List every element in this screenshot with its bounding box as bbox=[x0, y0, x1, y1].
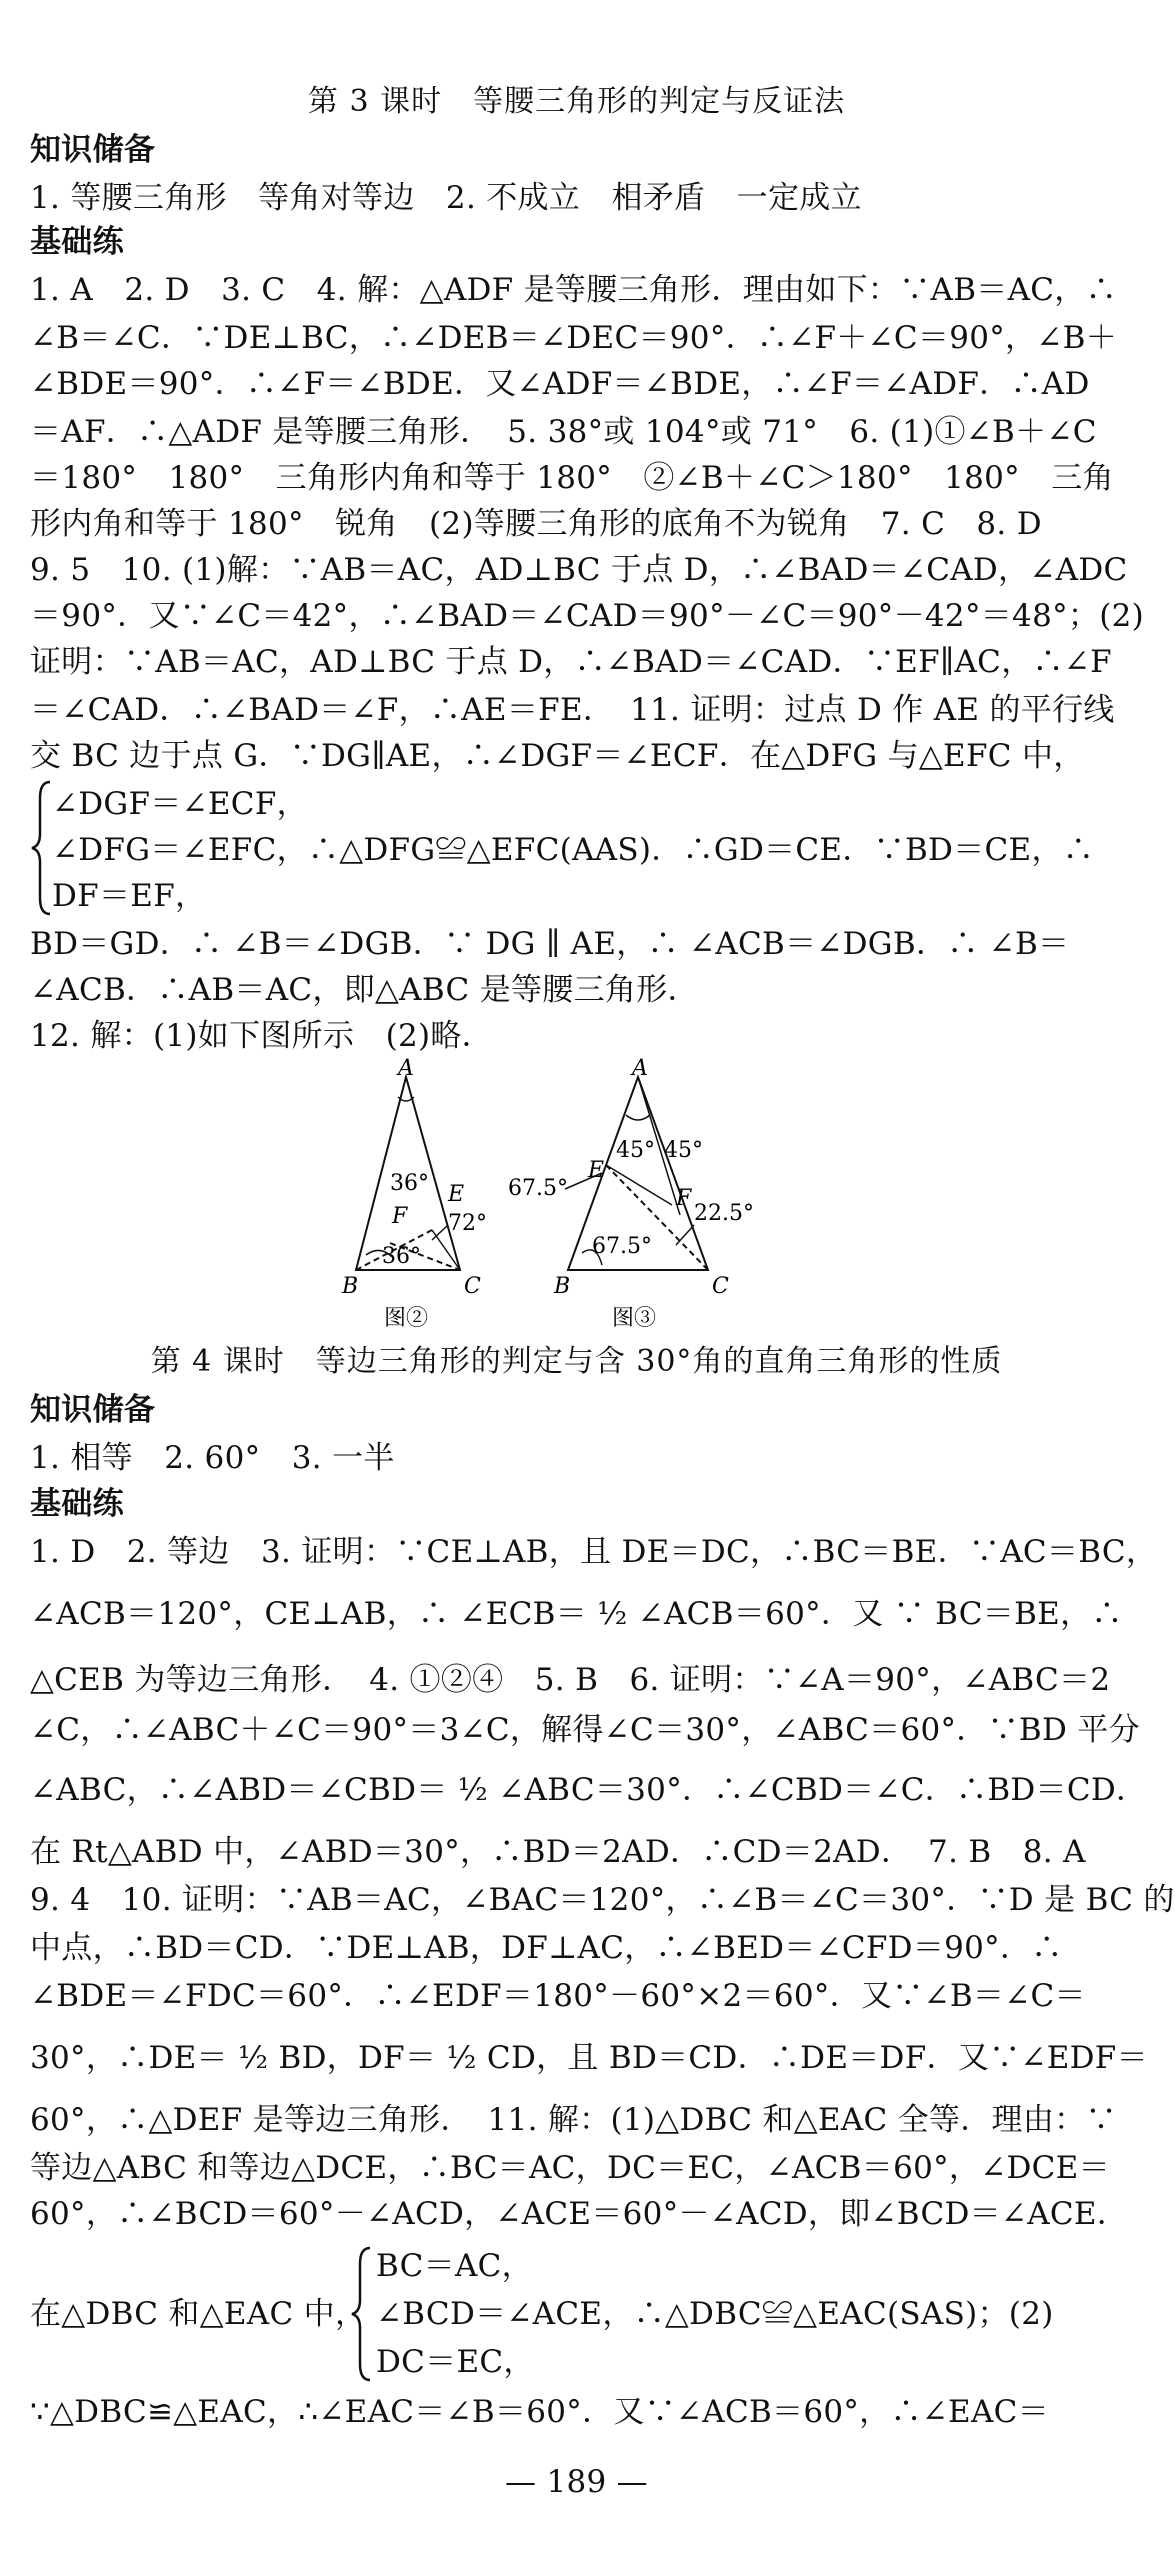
fig2-caption: 图② bbox=[384, 1306, 429, 1331]
text-line: ∠BDE＝90°．∴∠F＝∠BDE．又∠ADF＝∠BDE，∴∠F＝∠ADF．∴AD bbox=[30, 366, 1090, 402]
fig2-angle-bottom: 36° bbox=[382, 1244, 421, 1269]
section-3-zhishi-heading: 知识储备 bbox=[30, 132, 156, 168]
fig3-label-a: A bbox=[632, 1056, 648, 1081]
text-line: 形内角和等于 180° 锐角 (2)等腰三角形的底角不为锐角 7. C 8. D bbox=[30, 506, 1042, 542]
section-3-zhishi-line: 1. 等腰三角形 等角对等边 2. 不成立 相矛盾 一定成立 bbox=[30, 180, 862, 216]
text-line: ∠BDE＝∠FDC＝60°．∴∠EDF＝180°－60°×2＝60°．又∵∠B＝∠C＝ bbox=[30, 1978, 1086, 2014]
section-4-title: 第 4 课时 等边三角形的判定与含 30°角的直角三角形的性质 bbox=[150, 1344, 1003, 1379]
brace-line: DC＝EC， bbox=[376, 2344, 535, 2380]
fig2-angle-right: 72° bbox=[448, 1211, 487, 1236]
triangle-figures bbox=[320, 1056, 754, 1340]
fig2-label-a: A bbox=[398, 1056, 414, 1081]
fig3-angle-a4: 22.5° bbox=[694, 1201, 754, 1226]
brace-line: DF＝EF， bbox=[52, 878, 207, 914]
fig3-angle-a2: 45° bbox=[664, 1138, 703, 1163]
text-line: 30°，∴DE＝ ½ BD，DF＝ ½ CD，且 BD＝CD．∴DE＝DF．又∵∠EDF＝ bbox=[30, 2040, 1148, 2076]
page-number: — 189 — bbox=[505, 2464, 648, 2500]
fig2-label-b: B bbox=[342, 1274, 359, 1299]
text-line: 1. A 2. D 3. C 4. 解：△ADF 是等腰三角形．理由如下：∵AB＝AC，∴ bbox=[30, 272, 1117, 308]
section-4-zhishi-line: 1. 相等 2. 60° 3. 一半 bbox=[30, 1440, 395, 1476]
fig2-label-e: E bbox=[448, 1182, 465, 1207]
text-line: ∵△DBC≌△EAC，∴∠EAC＝∠B＝60°．又∵∠ACB＝60°，∴∠EAC＝ bbox=[30, 2394, 1049, 2430]
brace-prefix: 在△DBC 和△EAC 中， bbox=[30, 2296, 367, 2332]
fig3-angle-a5: 67.5° bbox=[592, 1234, 652, 1259]
section-4-jichu-heading: 基础练 bbox=[30, 1486, 124, 1522]
text-line: 12. 解：(1)如下图所示 (2)略． bbox=[30, 1018, 493, 1054]
text-line: ＝AF．∴△ADF 是等腰三角形． 5. 38°或 104°或 71° 6. (1)①∠B＋∠C bbox=[30, 414, 1097, 450]
brace-line: BC＝AC， bbox=[376, 2248, 533, 2284]
fig3-caption: 图③ bbox=[612, 1306, 657, 1331]
section-4-zhishi-heading: 知识储备 bbox=[30, 1392, 156, 1428]
fig3-label-c: C bbox=[712, 1274, 729, 1299]
text-line: ∠ACB．∴AB＝AC，即△ABC 是等腰三角形． bbox=[30, 972, 699, 1008]
fig2-angle-top: 36° bbox=[390, 1171, 429, 1196]
left-brace bbox=[348, 2244, 378, 2384]
text-line: 交 BC 边于点 G．∵DG∥AE，∴∠DGF＝∠ECF．在△DFG 与△EFC 中， bbox=[30, 738, 1085, 774]
section-3-jichu-heading: 基础练 bbox=[30, 224, 124, 260]
brace-line: ∠DFG＝∠EFC，∴△DFG≌△EFC(AAS)．∴GD＝CE．∵BD＝CE，∴ bbox=[52, 832, 1095, 868]
figure-2 bbox=[341, 1056, 487, 1331]
brace-line: ∠BCD＝∠ACE，∴△DBC≌△EAC(SAS)；(2) bbox=[376, 2296, 1054, 2332]
fig3-label-b: B bbox=[554, 1274, 571, 1299]
text-line: ∠ACB＝120°，CE⊥AB，∴ ∠ECB＝ ½ ∠ACB＝60°．又 ∵ BC＝BE，∴ bbox=[30, 1596, 1123, 1632]
section-3-title: 第 3 课时 等腰三角形的判定与反证法 bbox=[307, 84, 846, 119]
text-line: △CEB 为等边三角形． 4. ①②④ 5. B 6. 证明：∵∠A＝90°，∠ABC＝2 bbox=[30, 1662, 1111, 1698]
text-line: 中点，∴BD＝CD．∵DE⊥AB，DF⊥AC，∴∠BED＝∠CFD＝90°．∴ bbox=[30, 1930, 1063, 1966]
fig3-label-f: F bbox=[676, 1186, 692, 1211]
fig2-label-c: C bbox=[464, 1274, 481, 1299]
text-line: BD＝GD．∴ ∠B＝∠DGB．∵ DG ∥ AE，∴ ∠ACB＝∠DGB．∴ ∠B＝ bbox=[30, 926, 1070, 962]
text-line: ∠B＝∠C．∵DE⊥BC，∴∠DEB＝∠DEC＝90°．∴∠F＋∠C＝90°，∠B＋ bbox=[30, 320, 1118, 356]
figure-3 bbox=[508, 1056, 754, 1331]
text-line: 60°，∴∠BCD＝60°－∠ACD，∠ACE＝60°－∠ACD，即∠BCD＝∠ACE． bbox=[30, 2196, 1129, 2232]
text-line: ＝∠CAD．∴∠BAD＝∠F，∴AE＝FE． 11. 证明：过点 D 作 AE 的平行线 bbox=[30, 692, 1115, 728]
text-line: ∠ABC，∴∠ABD＝∠CBD＝ ½ ∠ABC＝30°．∴∠CBD＝∠C．∴BD＝CD． bbox=[30, 1772, 1148, 1808]
text-line: 9. 5 10. (1)解：∵AB＝AC，AD⊥BC 于点 D，∴∠BAD＝∠CAD，∠ADC bbox=[30, 552, 1128, 588]
text-line: 1. D 2. 等边 3. 证明：∵CE⊥AB，且 DE＝DC，∴BC＝BE．∵AC＝BC， bbox=[30, 1534, 1158, 1570]
text-line: ∠C，∴∠ABC＋∠C＝90°＝3∠C，解得∠C＝30°，∠ABC＝60°．∵BD 平分 bbox=[30, 1712, 1140, 1748]
text-line: 证明：∵AB＝AC，AD⊥BC 于点 D，∴∠BAD＝∠CAD．∵EF∥AC，∴∠F bbox=[30, 644, 1112, 680]
text-line: 60°，∴△DEF 是等边三角形． 11. 解：(1)△DBC 和△EAC 全等．理由：∵ bbox=[30, 2102, 1117, 2138]
text-line: 9. 4 10. 证明：∵AB＝AC，∠BAC＝120°，∴∠B＝∠C＝30°．∵D 是 BC 的 bbox=[30, 1882, 1175, 1918]
fig3-label-e: E bbox=[588, 1158, 605, 1183]
fig2-label-f: F bbox=[392, 1204, 408, 1229]
text-line: 在 Rt△ABD 中，∠ABD＝30°，∴BD＝2AD．∴CD＝2AD． 7. B 8. A bbox=[30, 1834, 1086, 1870]
brace-line: ∠DGF＝∠ECF， bbox=[52, 786, 308, 822]
text-line: 等边△ABC 和等边△DCE，∴BC＝AC，DC＝EC，∠ACB＝60°，∠DCE＝ bbox=[30, 2150, 1110, 2186]
text-line: ＝90°．又∵∠C＝42°，∴∠BAD＝∠CAD＝90°－∠C＝90°－42°＝48°；(2) bbox=[30, 598, 1145, 634]
fig3-angle-a3: 67.5° bbox=[508, 1176, 568, 1201]
fig3-angle-a1: 45° bbox=[616, 1138, 655, 1163]
text-line: ＝180° 180° 三角形内角和等于 180° ②∠B＋∠C＞180° 180° 三角 bbox=[30, 460, 1114, 496]
